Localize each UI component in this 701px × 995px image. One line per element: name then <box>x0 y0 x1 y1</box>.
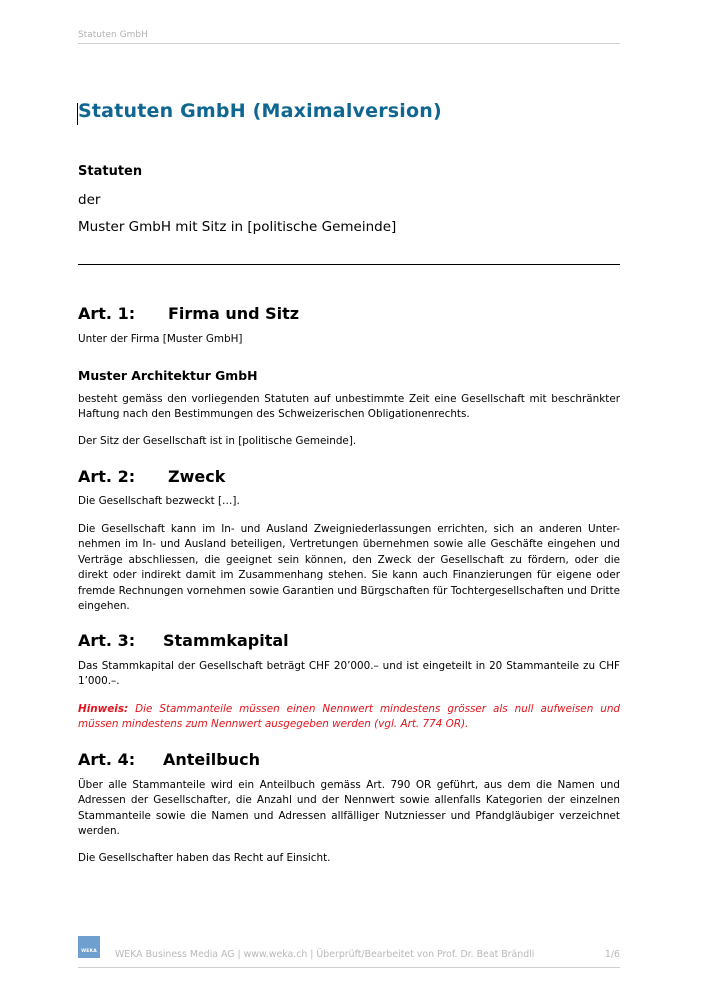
article-number: Art. 4: <box>78 750 136 769</box>
document-title: Statuten GmbH (Maximalversion) <box>78 100 442 122</box>
article-1-heading <box>78 304 299 323</box>
article-3-paragraph-1: Das Stammkapital der Gesellschaft beträgt CHF 20’000.– und ist eingeteilt in 20 Stammanteile zu CHF 1’000.–. <box>78 660 620 688</box>
logo-text: WEKA <box>81 949 97 954</box>
article-3-heading <box>78 631 289 650</box>
article-4-heading <box>78 750 260 769</box>
article-1-subheading: Muster Architektur GmbH <box>78 368 258 383</box>
article-2-paragraph-2: Die Gesellschaft kann im In- und Ausland Zweigniederlassungen errichten, sich an anderen Unter-nehmen im In- und Ausland beteiligen, Vertretungen übernehmen sowie alle Geschäfte eingehen und Verträge abschliessen, die geeignet sein können, den Zweck der Gesellschaft zu fördern, oder die direkt oder indirekt damit im Zusammenhang stehen. Sie kann auch Finanzierungen für eigene oder fremde Rechnungen vornehmen sowie Garantien und Bürgschaften für Tochtergesellschaften und Dritte eingehen. <box>78 523 620 613</box>
article-title: Stammkapital <box>163 631 289 650</box>
article-number: Art. 1: <box>78 304 136 323</box>
article-1-paragraph-3: Der Sitz der Gesellschaft ist in [politische Gemeinde]. <box>78 435 357 447</box>
running-header: Statuten GmbH <box>78 30 620 44</box>
article-4-paragraph-2: Die Gesellschafter haben das Recht auf Einsicht. <box>78 852 331 864</box>
article-title: Firma und Sitz <box>168 304 300 323</box>
article-2-paragraph-1: Die Gesellschaft bezweckt […]. <box>78 495 240 507</box>
article-2-heading <box>78 467 225 486</box>
footer-rule <box>78 967 620 968</box>
intro-company-line: Muster GmbH mit Sitz in [politische Gemeinde] <box>78 219 397 235</box>
article-number: Art. 3: <box>78 631 136 650</box>
divider-rule <box>78 264 620 265</box>
intro-der: der <box>78 192 101 208</box>
article-title: Anteilbuch <box>163 750 260 769</box>
article-3-hint <box>78 702 620 733</box>
footer-text: WEKA Business Media AG | www.weka.ch | Überprüft/Bearbeitet von Prof. Dr. Beat Brändli <box>115 949 535 960</box>
article-number: Art. 2: <box>78 467 136 486</box>
page-number: 1/6 <box>604 949 620 960</box>
weka-logo-icon <box>78 936 100 958</box>
article-1-paragraph-2: besteht gemäss den vorliegenden Statuten auf unbestimmte Zeit eine Gesellschaft mit beschränkter Haftung nach den Bestimmungen des Schweizerischen Obligationenrechts. <box>78 393 620 421</box>
article-title: Zweck <box>168 467 226 486</box>
article-1-paragraph-1: Unter der Firma [Muster GmbH] <box>78 333 243 345</box>
hint-label: Hinweis: <box>78 703 129 715</box>
article-4-paragraph-1: Über alle Stammanteile wird ein Anteilbuch gemäss Art. 790 OR geführt, aus dem die Namen und Adressen der Gesellschafter, die Anzahl und der Nennwert sowie allenfalls Kategorien der einzelnen Stammanteile sowie die Namen und Adressen allfälliger Nutzniesser und Pfandgläubiger verzeichnet werden. <box>78 779 620 838</box>
intro-heading: Statuten <box>78 164 143 179</box>
hint-text: Die Stammanteile müssen einen Nennwert mindestens grösser als null aufweisen und müssen mindestens zum Nennwert ausgegeben werden (vgl. Art. 774 OR). <box>78 703 620 731</box>
